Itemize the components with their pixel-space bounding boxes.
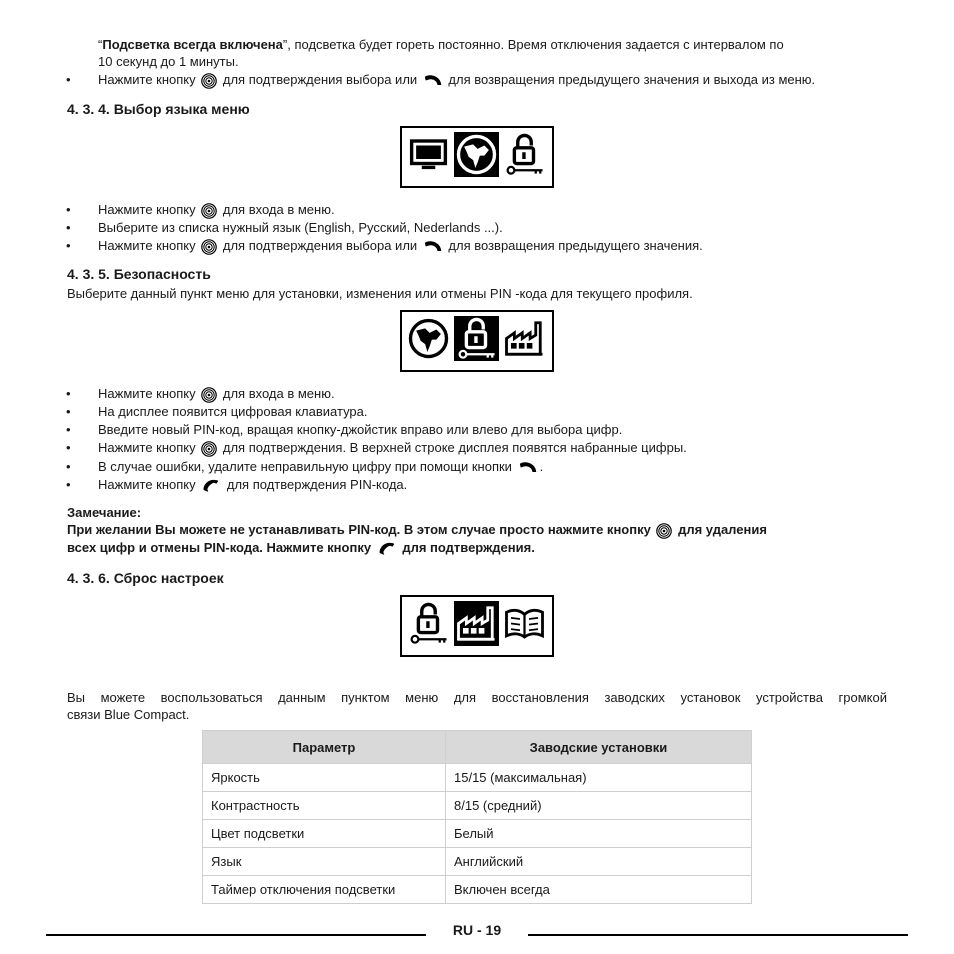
bullet: •	[66, 459, 71, 474]
note-title: Замечание:	[67, 505, 142, 520]
text: для подтверждения.	[402, 540, 535, 555]
knob-icon	[656, 523, 672, 539]
intro-line-2: 10 секунд до 1 минуты.	[98, 54, 239, 69]
intro-line-1-text: , подсветка будет гореть постоянно. Время отключения задается с интервалом по	[287, 37, 784, 52]
intro-bullet	[98, 71, 815, 89]
column-header: Заводские установки	[446, 731, 752, 764]
text: Нажмите кнопку	[98, 477, 196, 492]
sec435-intro: Выберите данный пункт меню для установки, изменения или отмены PIN -кода для текущего профиля.	[67, 286, 693, 301]
footer-rule-right	[528, 934, 908, 936]
text: Нажмите кнопку	[98, 72, 196, 87]
table-cell: Белый	[446, 820, 752, 848]
text: При желании Вы можете не устанавливать PIN-код. В этом случае просто нажмите кнопку	[67, 522, 651, 537]
selected-cell	[454, 316, 499, 361]
text: для возвращения предыдущего значения.	[448, 238, 703, 253]
text: Нажмите кнопку	[98, 386, 196, 401]
note-line-1	[67, 521, 767, 539]
factory-icon	[454, 601, 499, 646]
table-row	[203, 848, 752, 876]
sec436-para-line-2: связи Blue Compact.	[67, 707, 190, 722]
sec434-bullet-1	[98, 201, 335, 219]
sec435-bullet-4	[98, 439, 687, 457]
heading-436: 4. 3. 6. Сброс настроек	[67, 570, 224, 586]
text: для подтверждения. В верхней строке дисплея появятся набранные цифры.	[222, 440, 687, 455]
sec434-bullet-2: Выберите из списка нужный язык (English, Русский, Nederlands ...).	[98, 220, 503, 235]
lcd-menu-reset	[400, 595, 554, 657]
table-row	[203, 764, 752, 792]
column-header: Параметр	[203, 731, 446, 764]
heading-434: 4. 3. 4. Выбор языка меню	[67, 101, 250, 117]
intro-bold-term: Подсветка всегда включена	[102, 37, 283, 52]
table-cell: Контрастность	[203, 792, 446, 820]
knob-icon	[201, 73, 217, 89]
bullet: •	[66, 72, 71, 87]
note-line-2	[67, 539, 535, 556]
knob-icon	[201, 203, 217, 219]
page-number: RU - 19	[452, 922, 502, 938]
table-cell: Яркость	[203, 764, 446, 792]
text: всех цифр и отмены PIN-кода. Нажмите кнопку	[67, 540, 372, 555]
sec435-bullet-3: Введите новый PIN-код, вращая кнопку-джойстик вправо или влево для выбора цифр.	[98, 422, 623, 437]
heading-435: 4. 3. 5. Безопасность	[67, 266, 211, 282]
call-phone-icon	[377, 541, 397, 556]
table-row	[203, 820, 752, 848]
sec436-para-line-1: Вы можете воспользоваться данным пунктом меню для восстановления заводских установок устройства громкой	[67, 690, 887, 705]
table-header-row	[203, 731, 752, 764]
knob-icon	[201, 387, 217, 403]
table-cell: Английский	[446, 848, 752, 876]
table-cell: Таймер отключения подсветки	[203, 876, 446, 904]
knob-icon	[201, 239, 217, 255]
sec435-bullet-6	[98, 476, 407, 493]
text: для подтверждения PIN-кода.	[226, 477, 408, 492]
bullet: •	[66, 202, 71, 217]
lock-key-icon	[406, 601, 451, 646]
text: для входа в меню.	[222, 202, 335, 217]
lock-key-icon	[502, 132, 547, 177]
globe-icon	[454, 132, 499, 177]
bullet: •	[66, 422, 71, 437]
table-row	[203, 876, 752, 904]
quote-mark: “	[98, 37, 103, 52]
text: .	[539, 459, 544, 474]
sec435-bullet-5	[98, 458, 543, 475]
selected-cell	[454, 132, 499, 177]
text: для подтверждения выбора или	[222, 238, 418, 253]
text: для удаления	[678, 522, 767, 537]
text: для подтверждения выбора или	[222, 72, 418, 87]
defaults-table	[202, 730, 752, 904]
text: Нажмите кнопку	[98, 440, 196, 455]
selected-cell	[454, 601, 499, 646]
table-cell: 15/15 (максимальная)	[446, 764, 752, 792]
quote-mark: ”	[282, 37, 288, 52]
bullet: •	[66, 220, 71, 235]
globe-icon	[406, 316, 451, 361]
table-row	[203, 792, 752, 820]
text: для входа в меню.	[222, 386, 335, 401]
bullet: •	[66, 386, 71, 401]
lcd-menu-language	[400, 126, 554, 188]
book-icon	[502, 601, 547, 646]
text: В случае ошибки, удалите неправильную цифру при помощи кнопки	[98, 459, 512, 474]
bullet: •	[66, 477, 71, 492]
bullet: •	[66, 404, 71, 419]
call-phone-icon	[201, 478, 221, 493]
table-cell: 8/15 (средний)	[446, 792, 752, 820]
back-phone-icon	[518, 460, 538, 475]
lcd-menu-security	[400, 310, 554, 372]
footer-rule-left	[46, 934, 426, 936]
table-cell: Язык	[203, 848, 446, 876]
text: Нажмите кнопку	[98, 202, 196, 217]
table-cell: Цвет подсветки	[203, 820, 446, 848]
bullet: •	[66, 440, 71, 455]
text: для возвращения предыдущего значения и выхода из меню.	[448, 72, 816, 87]
intro-line-1	[98, 36, 784, 53]
back-phone-icon	[423, 73, 443, 88]
sec434-bullet-3	[98, 237, 703, 255]
sec435-bullet-2: На дисплее появится цифровая клавиатура.	[98, 404, 368, 419]
sec435-bullet-1	[98, 385, 335, 403]
lock-key-icon	[454, 316, 499, 361]
factory-icon	[502, 316, 547, 361]
text: Нажмите кнопку	[98, 238, 196, 253]
bullet: •	[66, 238, 71, 253]
knob-icon	[201, 441, 217, 457]
table-cell: Включен всегда	[446, 876, 752, 904]
monitor-icon	[406, 132, 451, 177]
back-phone-icon	[423, 239, 443, 254]
